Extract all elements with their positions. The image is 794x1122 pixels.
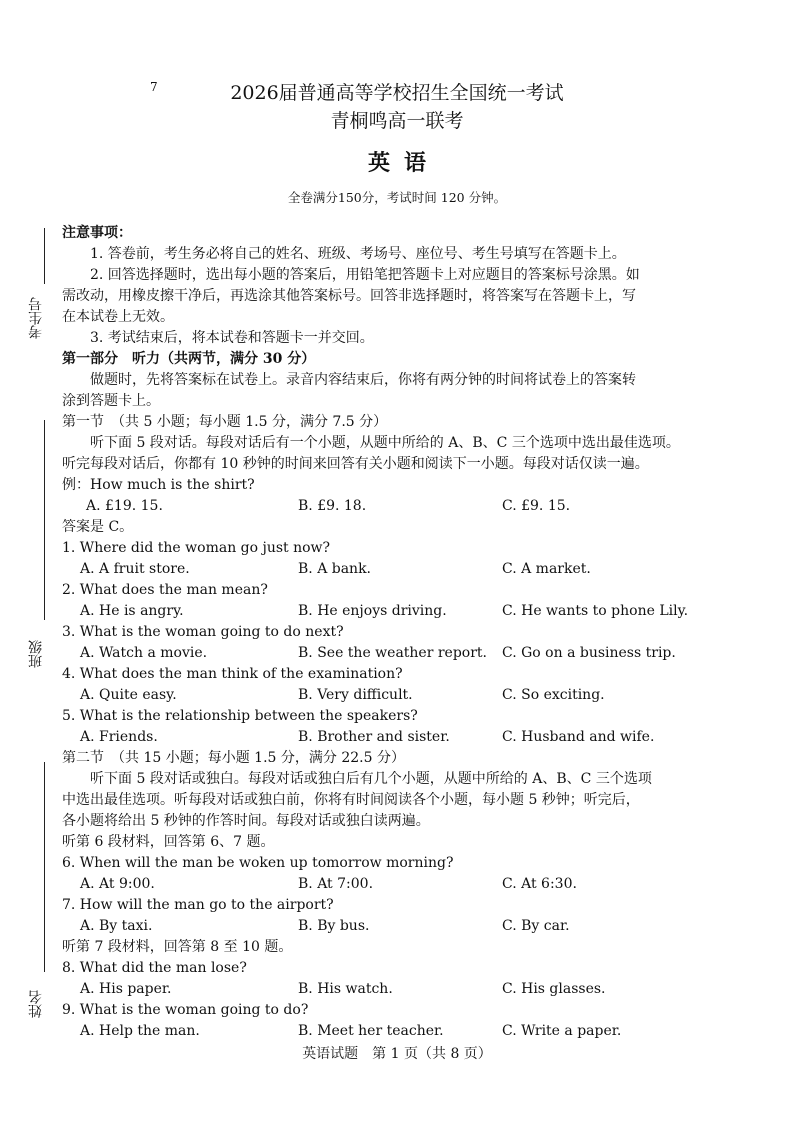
section2-instruction-line-3: 各小题将给出 5 秒钟的作答时间。每段对话或独白读两遍。 xyxy=(62,813,430,829)
question-3-option-b: B. See the weather report. xyxy=(298,645,487,661)
question-7-option-a: A. By taxi. xyxy=(80,918,153,934)
question-5: 5. What is the relationship between the speakers? xyxy=(62,708,418,724)
notice-heading: 注意事项： xyxy=(62,225,132,241)
question-5-option-c: C. Husband and wife. xyxy=(502,729,655,745)
part1-instruction-line-2: 涂到答题卡上。 xyxy=(62,393,160,409)
question-1-option-a: A. A fruit store. xyxy=(80,561,190,577)
part1-heading: 第一部分 听力（共两节，满分 30 分） xyxy=(62,351,316,367)
question-9-option-a: A. Help the man. xyxy=(80,1023,200,1039)
section2-heading: 第二节 （共 15 小题；每小题 1.5 分，满分 22.5 分） xyxy=(62,750,405,766)
question-2-option-c: C. He wants to phone Lily. xyxy=(502,603,689,619)
material-6-heading: 听第 6 段材料，回答第 6、7 题。 xyxy=(62,834,275,850)
subject-title: 英语 xyxy=(367,150,440,176)
example-question: 例：How much is the shirt? xyxy=(62,477,255,493)
question-8-option-b: B. His watch. xyxy=(298,981,393,997)
binding-line-top xyxy=(44,228,45,284)
question-2: 2. What does the man mean? xyxy=(62,582,268,598)
question-7: 7. How will the man go to the airport? xyxy=(62,897,334,913)
question-4-option-c: C. So exciting. xyxy=(502,687,605,703)
notice-item-2-line-1: 2. 回答选择题时，选出每小题的答案后，用铅笔把答题卡上对应题目的答案标号涂黑。如 xyxy=(90,267,640,283)
question-1-option-c: C. A market. xyxy=(502,561,591,577)
section2-instruction-line-1: 听下面 5 段对话或独白。每段对话或独白后有几个小题，从题中所给的 A、B、C 三个选项 xyxy=(90,771,652,787)
part1-instruction-line-1: 做题时，先将答案标在试卷上。录音内容结束后，你将有两分钟的时间将试卷上的答案转 xyxy=(90,372,636,388)
question-7-option-c: C. By car. xyxy=(502,918,570,934)
question-8-option-c: C. His glasses. xyxy=(502,981,606,997)
notice-item-2-line-2: 需改动，用橡皮擦干净后，再选涂其他答案标号。回答非选择题时，将答案写在答题卡上，写 xyxy=(62,288,636,304)
exam-title: 2026届普通高等学校招生全国统一考试 xyxy=(230,82,564,104)
question-9-option-c: C. Write a paper. xyxy=(502,1023,622,1039)
notice-item-3: 3. 考试结束后，将本试卷和答题卡一并交回。 xyxy=(90,330,374,346)
question-9: 9. What is the woman going to do? xyxy=(62,1002,309,1018)
binding-line-mid xyxy=(44,420,45,620)
question-5-option-a: A. Friends. xyxy=(80,729,158,745)
side-label-exam-no: 考生号 xyxy=(28,297,44,339)
exam-subtitle: 青桐鸣高一联考 xyxy=(330,110,464,132)
question-7-option-b: B. By bus. xyxy=(298,918,370,934)
question-4: 4. What does the man think of the examination? xyxy=(62,666,403,682)
question-3: 3. What is the woman going to do next? xyxy=(62,624,344,640)
question-8-option-a: A. His paper. xyxy=(80,981,172,997)
question-5-option-b: B. Brother and sister. xyxy=(298,729,450,745)
side-label-name: 姓名 xyxy=(28,990,44,1018)
binding-line-bottom xyxy=(44,762,45,972)
question-1-option-b: B. A bank. xyxy=(298,561,372,577)
score-time-line: 全卷满分150分，考试时间 120 分钟。 xyxy=(287,190,507,205)
section2-instruction-line-2: 中选出最佳选项。听每段对话或独白前，你将有时间阅读各个小题，每小题 5 秒钟；听完后， xyxy=(62,792,640,808)
example-option-c: C. £9. 15. xyxy=(502,498,571,514)
example-option-a: A. £19. 15. xyxy=(86,498,163,514)
section1-heading: 第一节 （共 5 小题；每小题 1.5 分，满分 7.5 分） xyxy=(62,414,388,430)
section1-instruction-line-2: 听完每段对话后，你都有 10 秒钟的时间来回答有关小题和阅读下一小题。每段对话仅读一遍。 xyxy=(62,456,649,472)
question-4-option-a: A. Quite easy. xyxy=(80,687,177,703)
question-4-option-b: B. Very difficult. xyxy=(298,687,413,703)
question-6: 6. When will the man be woken up tomorrow morning? xyxy=(62,855,454,871)
question-9-option-b: B. Meet her teacher. xyxy=(298,1023,444,1039)
question-3-option-a: A. Watch a movie. xyxy=(80,645,208,661)
section1-instruction-line-1: 听下面 5 段对话。每段对话后有一个小题，从题中所给的 A、B、C 三个选项中选出最佳选项。 xyxy=(90,435,680,451)
question-1: 1. Where did the woman go just now? xyxy=(62,540,331,556)
example-answer: 答案是 C。 xyxy=(62,519,134,535)
question-2-option-a: A. He is angry. xyxy=(80,603,184,619)
question-6-option-a: A. At 9:00. xyxy=(80,876,155,892)
notice-item-1: 1. 答卷前，考生务必将自己的姓名、班级、考场号、座位号、考生号填写在答题卡上。 xyxy=(90,246,626,262)
example-option-b: B. £9. 18. xyxy=(298,498,367,514)
question-8: 8. What did the man lose? xyxy=(62,960,247,976)
side-label-class: 班级 xyxy=(28,640,44,668)
material-7-heading: 听第 7 段材料，回答第 8 至 10 题。 xyxy=(62,939,293,955)
question-6-option-c: C. At 6:30. xyxy=(502,876,577,892)
notice-item-2-line-3: 在本试卷上无效。 xyxy=(62,309,174,325)
corner-mark: 7 xyxy=(150,80,158,94)
question-6-option-b: B. At 7:00. xyxy=(298,876,374,892)
question-3-option-c: C. Go on a business trip. xyxy=(502,645,676,661)
page-footer: 英语试题 第 1 页（共 8 页） xyxy=(302,1046,492,1062)
question-2-option-b: B. He enjoys driving. xyxy=(298,603,447,619)
